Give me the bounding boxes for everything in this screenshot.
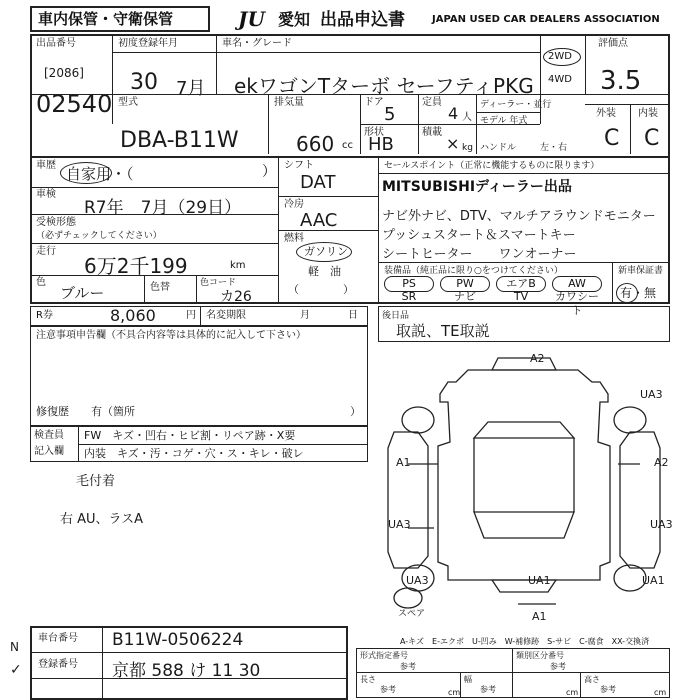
displacement-label: 排気量	[274, 97, 304, 108]
ju-logo-text: JU	[238, 7, 265, 31]
lot-no-value: 02540	[36, 90, 113, 118]
after-note-value: 取説、TE取説	[396, 322, 490, 340]
check-mark-1: N	[10, 640, 19, 654]
handle-label: ハンドル	[480, 143, 517, 153]
first-reg-label: 初度登録年月	[118, 38, 178, 49]
org-name: 愛知	[278, 10, 311, 29]
shape-value: HB	[368, 134, 394, 155]
mark-a1-bottom: A1	[532, 610, 547, 623]
kg-label: kg	[462, 143, 473, 153]
month-label: 月	[300, 310, 310, 321]
rule	[112, 52, 540, 53]
rule	[580, 672, 581, 698]
mark-a1-left: A1	[396, 456, 411, 469]
wd2-label: 2WD	[548, 51, 572, 62]
rule	[216, 34, 217, 94]
handle-opts: 左・右	[540, 143, 568, 153]
shape-label: 形状	[364, 127, 384, 138]
lot-no-label: 出品番号	[36, 38, 76, 49]
notes-hand2: 右 AU、ラスA	[60, 512, 144, 527]
capacity-label: 定員	[422, 97, 442, 108]
width-label: 幅	[464, 675, 472, 684]
load-value: ×	[446, 134, 460, 153]
rule	[585, 104, 670, 105]
rule	[378, 262, 670, 263]
rule	[512, 648, 513, 698]
mark-ua3-right: UA3	[640, 388, 663, 401]
new-warranty-label: 新車保証書	[618, 266, 664, 276]
int-row: 内装 キズ・汚・コゲ・穴・ス・キレ・破レ	[84, 447, 304, 460]
rule	[200, 306, 201, 326]
car-damage-diagram	[378, 342, 670, 632]
history-value: 自家用・（	[66, 165, 134, 183]
color-code-label: 色コード	[200, 278, 237, 288]
width-ref: 参考	[480, 685, 496, 694]
capacity-value: 4	[448, 104, 459, 123]
ju-logo	[238, 8, 278, 30]
recycle-row	[30, 306, 368, 326]
rec-form-label: 受検形態	[36, 217, 76, 228]
model-label: 型式	[118, 97, 138, 108]
length-cm: cm	[448, 688, 461, 697]
cc-label: cc	[342, 140, 353, 151]
notes-label: 注意事項申告欄（不具合内容等は具体的に記入して下さい）	[36, 330, 306, 341]
exterior-label: 外装	[596, 108, 616, 119]
equipment-1: PS	[384, 276, 434, 292]
mileage-label: 走行	[36, 246, 56, 257]
repair-close: ）	[350, 405, 361, 418]
inspection-label: 車検	[36, 189, 56, 200]
yen-label: 円	[186, 310, 196, 321]
rule	[278, 230, 378, 231]
mark-ua3-bottom-left: UA3	[406, 574, 429, 587]
selling-points-label: セールスポイント（正常に機能するものに限ります）	[384, 161, 600, 171]
ac-value: AAC	[300, 210, 338, 231]
mark-ua3-right-low: UA3	[650, 518, 673, 531]
rec-form-note: （必ずチェックしてください）	[36, 231, 162, 241]
class-no-label: 類別区分番号	[516, 651, 564, 660]
height-cm: cm	[654, 688, 667, 697]
car-name-value: ekワゴンTターボ セーフティPKG	[234, 74, 534, 98]
color-change-label: 色替	[150, 282, 170, 293]
shape-reg-label: 形式指定番号	[360, 651, 408, 660]
rule	[102, 626, 103, 700]
equipment-5: SR	[401, 290, 417, 303]
notes-hand1: 毛付着	[76, 474, 116, 489]
car-name-label: 車名・グレード	[222, 38, 292, 49]
rule	[30, 214, 278, 215]
rule	[630, 104, 631, 154]
reg-no-value: 京都 588 け 11 30	[112, 661, 261, 681]
name-change-label: 名変期限	[206, 310, 246, 321]
fuel-gas: ガソリン	[304, 245, 348, 258]
doors-label: ドア	[364, 97, 384, 108]
exterior-grade: C	[604, 126, 620, 151]
form-title: 出品申込書	[320, 10, 405, 30]
interior-label: 内装	[638, 108, 658, 119]
after-note-label: 後日品	[382, 311, 410, 321]
history-label: 車歴	[36, 160, 56, 171]
class-no-ref: 参考	[550, 662, 566, 671]
rule	[78, 444, 368, 445]
damage-legend: A-キズ E-エクボ U-凹み W-補修跡 S-サビ C-腐食 XX-交換済	[400, 637, 650, 646]
chassis-label: 車台番号	[38, 633, 78, 644]
recycle-value: 8,060	[110, 306, 156, 325]
warranty-circle	[616, 283, 638, 303]
shift-value: DAT	[300, 172, 336, 193]
rule	[144, 275, 145, 304]
dealer-label: ディーラー・並行	[480, 100, 552, 110]
width-cm: cm	[566, 688, 579, 697]
shape-reg-ref: 参考	[400, 662, 416, 671]
wd4-label: 4WD	[548, 74, 572, 85]
model-year-label: モデル 年式	[480, 116, 528, 126]
rule	[30, 156, 670, 158]
equipment-label: 装備品（純正品に限り○をつけてください）	[384, 266, 563, 276]
score-value: 3.5	[600, 66, 642, 96]
color-label: 色	[36, 277, 46, 288]
selling-line1: ナビ外ナビ、DTV、マルチアラウンドモニター	[382, 209, 656, 224]
rule	[30, 275, 278, 276]
inspection-value: R7年 7月（29日）	[84, 198, 242, 218]
mileage-value: 6万2千199	[84, 254, 188, 278]
fuel-paren: （ ）	[288, 283, 354, 296]
height-label: 高さ	[584, 675, 600, 684]
doors-value: 5	[384, 104, 396, 125]
warranty-opts: 有・無	[620, 286, 657, 300]
mark-a2-right: A2	[654, 456, 669, 469]
equipment-4: AW	[552, 276, 602, 292]
equipment-7: TV	[513, 290, 529, 303]
mark-ua3-left: UA3	[388, 518, 411, 531]
color-value: ブルー	[60, 284, 105, 302]
load-label: 積載	[422, 127, 442, 138]
selling-badge: MITSUBISHIディーラー出品	[382, 179, 572, 195]
nin-label: 人	[462, 112, 472, 123]
score-label: 評価点	[598, 38, 628, 49]
history-close: ）	[262, 164, 276, 180]
rule	[30, 94, 670, 95]
rule	[268, 94, 269, 154]
storage-note: 車内保管・守衛保管	[38, 10, 174, 28]
rule	[30, 243, 278, 244]
equipment-8: カワシート	[555, 290, 599, 317]
equipment-3: エアB	[496, 276, 546, 292]
chassis-value: B11W-0506224	[112, 630, 244, 650]
rule	[378, 156, 379, 304]
equipment-6: ナビ	[454, 290, 476, 303]
rule	[378, 173, 670, 174]
mark-ua1-right: UA1	[642, 574, 665, 587]
interior-grade: C	[644, 126, 660, 151]
mark-a2-top: A2	[530, 352, 545, 365]
reg-month-value: 7月	[176, 78, 206, 99]
rule	[278, 196, 378, 197]
mark-ua1-bottom: UA1	[528, 574, 551, 587]
spare-label: スペア	[398, 609, 426, 619]
rule	[476, 112, 540, 113]
entry-field-label: 記入欄	[34, 446, 64, 457]
rule	[476, 94, 477, 154]
shift-label: シフト	[284, 160, 314, 171]
length-ref: 参考	[380, 685, 396, 694]
height-ref: 参考	[600, 685, 616, 694]
model-value: DBA-B11W	[120, 128, 239, 153]
reg-no-label: 登録番号	[38, 659, 78, 670]
ac-label: 冷房	[284, 199, 304, 210]
rule	[612, 262, 613, 304]
color-code-value: カ26	[220, 289, 252, 305]
lot-box-no: [2086]	[44, 66, 84, 80]
org-english: JAPAN USED CAR DEALERS ASSOCIATION	[432, 14, 660, 25]
check-mark-2: ✓	[10, 662, 22, 678]
selling-line2: プッシュスタート＆スマートキー	[382, 228, 576, 243]
rule	[30, 187, 278, 188]
inspector-label: 検査員	[34, 430, 64, 441]
equipment-2: PW	[440, 276, 490, 292]
reg-year-value: 30	[130, 70, 158, 95]
fw-row: FW キズ・凹右・ヒビ割・リペア跡・X要	[84, 429, 296, 442]
displacement-value: 660	[296, 132, 335, 156]
km-label: km	[230, 260, 246, 271]
selling-line3: シートヒーター ワンオーナー	[382, 247, 577, 262]
rule	[196, 275, 197, 304]
fuel-label: 燃料	[284, 233, 304, 244]
rule	[30, 652, 348, 653]
length-label: 長さ	[360, 675, 376, 684]
day-label: 日	[348, 310, 358, 321]
rule	[585, 34, 586, 94]
repair-history: 修復歴 有（箇所	[36, 405, 135, 418]
fuel-diesel: 軽 油	[308, 265, 341, 278]
recycle-label: R券	[36, 310, 53, 321]
